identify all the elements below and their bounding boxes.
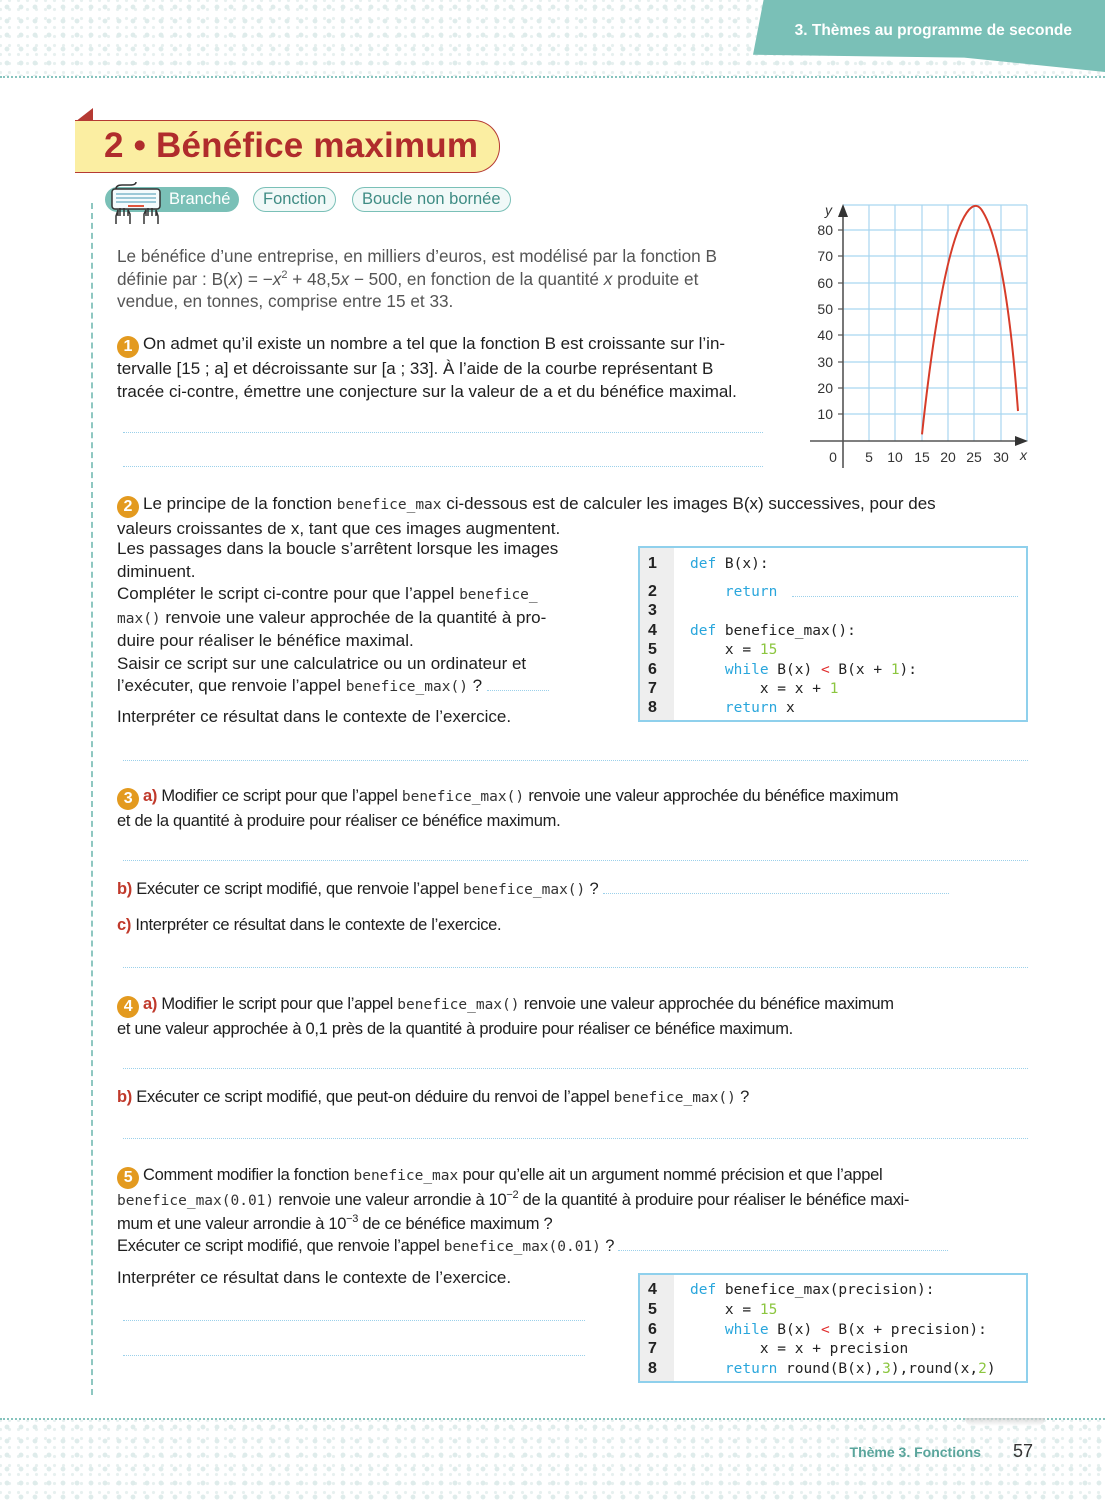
answer-line[interactable] bbox=[123, 1138, 1028, 1139]
svg-text:10: 10 bbox=[887, 449, 903, 465]
svg-text:50: 50 bbox=[817, 301, 833, 317]
tag-fonction: Fonction bbox=[253, 187, 336, 212]
question-2-intro: 2 Le principe de la fonction benefice_max ci-dessous est de calculer les images B(x) successives, pour des valeurs croissantes de x, tant que ces images augmentent. bbox=[117, 494, 936, 538]
svg-text:10: 10 bbox=[817, 406, 833, 422]
chart-axes bbox=[810, 210, 1022, 468]
code-block-2 bbox=[638, 1273, 1028, 1383]
answer-line[interactable] bbox=[123, 466, 763, 467]
left-margin-rule bbox=[91, 203, 93, 1395]
code-line: 6 while B(x) < B(x + 1): bbox=[648, 661, 918, 678]
svg-text:25: 25 bbox=[966, 449, 982, 465]
svg-text:15: 15 bbox=[914, 449, 930, 465]
svg-text:y: y bbox=[825, 202, 832, 218]
answer-blank[interactable] bbox=[487, 690, 549, 691]
answer-blank[interactable] bbox=[603, 893, 949, 894]
exercise-title: 2 • Bénéfice maximum bbox=[104, 126, 479, 165]
header-divider bbox=[0, 76, 1105, 78]
question-4b: b) Exécuter ce script modifié, que peut-on déduire du renvoi de l’appel benefice_max() ? bbox=[117, 1088, 750, 1106]
question-number-badge: 5 bbox=[117, 1167, 139, 1189]
question-number-badge: 2 bbox=[117, 496, 139, 518]
question-5: 5 Comment modifier la fonction benefice_max pour qu’elle ait un argument nommé précision et que l’appel benefice_max(0.01) renvoie une valeur arrondie à $10^{-2}$ de la quantité à produire pour réaliser le bénéfice maxi- mum et une valeur arrondie à $10^{-3}$ de ce bénéfice maximum ? Exécuter ce script modifié, que renvoie l’appel benefice_max(0.01) ? bbox=[117, 1164, 1032, 1259]
code-line: 4 def benefice_max(precision): bbox=[648, 1281, 935, 1298]
tag-label: Branché bbox=[169, 190, 231, 208]
svg-text:30: 30 bbox=[993, 449, 1009, 465]
question-2-interpret: Interpréter ce résultat dans le contexte de l’exercice. bbox=[117, 707, 512, 726]
code-block-1 bbox=[638, 546, 1028, 722]
answer-line[interactable] bbox=[123, 432, 763, 433]
intro-paragraph bbox=[117, 245, 767, 313]
question-number-badge: 4 bbox=[117, 996, 139, 1018]
question-5-interpret: Interpréter ce résultat dans le contexte de l’exercice. bbox=[117, 1268, 512, 1287]
page-number: 57 bbox=[1012, 1441, 1033, 1461]
question-number-badge: 3 bbox=[117, 788, 139, 810]
footer-shadow bbox=[965, 1418, 1045, 1426]
svg-text:30: 30 bbox=[817, 354, 833, 370]
tag-boucle-non-bornee: Boucle non bornée bbox=[352, 187, 511, 212]
intro-line: vendue, en tonnes, comprise entre 15 et 33. bbox=[117, 291, 454, 311]
code-line: 5 x = 15 bbox=[648, 1301, 778, 1318]
code-line: 7 x = x + precision bbox=[648, 1340, 909, 1357]
y-axis-arrow-icon bbox=[838, 204, 848, 217]
intro-line: définie par : $B(x) = -x^2 + 48,5x - 500$, en fonction de la quantité x produite et bbox=[117, 268, 699, 289]
footer-pattern bbox=[0, 1420, 1105, 1500]
code-line: 7 x = x + 1 bbox=[648, 680, 839, 697]
svg-text:20: 20 bbox=[940, 449, 956, 465]
x-axis-arrow-icon bbox=[1015, 436, 1028, 446]
benefit-curve-chart bbox=[805, 200, 1040, 475]
question-3b: b) Exécuter ce script modifié, que renvoie l’appel benefice_max() ? bbox=[117, 878, 1032, 902]
answer-line[interactable] bbox=[123, 967, 1028, 968]
question-3a: 3 a) Modifier ce script pour que l’appel benefice_max() renvoie une valeur approchée du bénéfice maximum et de la quantité à produire pour réaliser ce bénéfice maximum. bbox=[117, 787, 899, 830]
answer-line[interactable] bbox=[123, 1068, 1028, 1069]
code-line: 8 return round(B(x),3),round(x,2) bbox=[648, 1360, 996, 1377]
answer-line[interactable] bbox=[123, 1355, 585, 1356]
svg-text:80: 80 bbox=[817, 222, 833, 238]
svg-text:x: x bbox=[1020, 447, 1027, 463]
svg-text:60: 60 bbox=[817, 275, 833, 291]
svg-text:40: 40 bbox=[817, 327, 833, 343]
answer-line[interactable] bbox=[123, 760, 1028, 761]
theme-tab-label: 3. Thèmes au programme de seconde bbox=[794, 22, 1072, 39]
benefit-curve bbox=[922, 206, 1018, 435]
code-line: 5 x = 15 bbox=[648, 641, 778, 658]
chart-grid bbox=[843, 205, 1027, 441]
question-2-body: Les passages dans la boucle s’arrêtent lorsque les images diminuent. Compléter le script ci-contre pour que l’appel benefice_ max() renvoie une valeur approchée de la quantité à pro- duire pour réaliser le bénéfice maximal. Saisir ce script sur une calculatrice ou un ordinateur et l’exécuter, que renvoie l’appel benefice_max() ? bbox=[117, 539, 559, 695]
svg-text:5: 5 bbox=[865, 449, 873, 465]
svg-text:70: 70 bbox=[817, 248, 833, 264]
svg-text:20: 20 bbox=[817, 380, 833, 396]
code-line: 3 bbox=[648, 602, 657, 619]
answer-line[interactable] bbox=[123, 860, 1028, 861]
code-line: 8 return x bbox=[648, 699, 795, 716]
question-3c: c) Interpréter ce résultat dans le contexte de l’exercice. bbox=[117, 916, 502, 934]
answer-blank[interactable] bbox=[618, 1250, 948, 1251]
answer-line[interactable] bbox=[123, 1320, 585, 1321]
code-line: 1 def B(x): bbox=[648, 555, 769, 572]
code-line: 6 while B(x) < B(x + precision): bbox=[648, 1321, 987, 1338]
footer-theme-label: Thème 3. Fonctions bbox=[849, 1444, 981, 1460]
code-line: 2 return bbox=[640, 582, 1026, 602]
code-answer-blank[interactable] bbox=[792, 596, 1018, 597]
question-1: 1 On admet qu’il existe un nombre a tel que la fonction B est croissante sur l’in- tervalle [15 ; a] et décroissante sur [a ; 33]. À l’aide de la courbe représentant B tracée ci-contre, émettre une conjecture sur la valeur de a et du bénéfice maximal. bbox=[117, 334, 737, 401]
svg-text:0: 0 bbox=[829, 449, 837, 465]
question-number-badge: 1 bbox=[117, 336, 139, 358]
question-4a: 4 a) Modifier le script pour que l’appel benefice_max() renvoie une valeur approchée du bénéfice maximum et une valeur approchée à 0,1 près de la quantité à produire pour réaliser ce bénéfice maximum. bbox=[117, 995, 894, 1038]
intro-line: Le bénéfice d’une entreprise, en milliers d’euros, est modélisé par la fonction B bbox=[117, 246, 717, 266]
keyboard-hands-icon bbox=[108, 180, 164, 226]
code-line: 4 def benefice_max(): bbox=[648, 622, 856, 639]
